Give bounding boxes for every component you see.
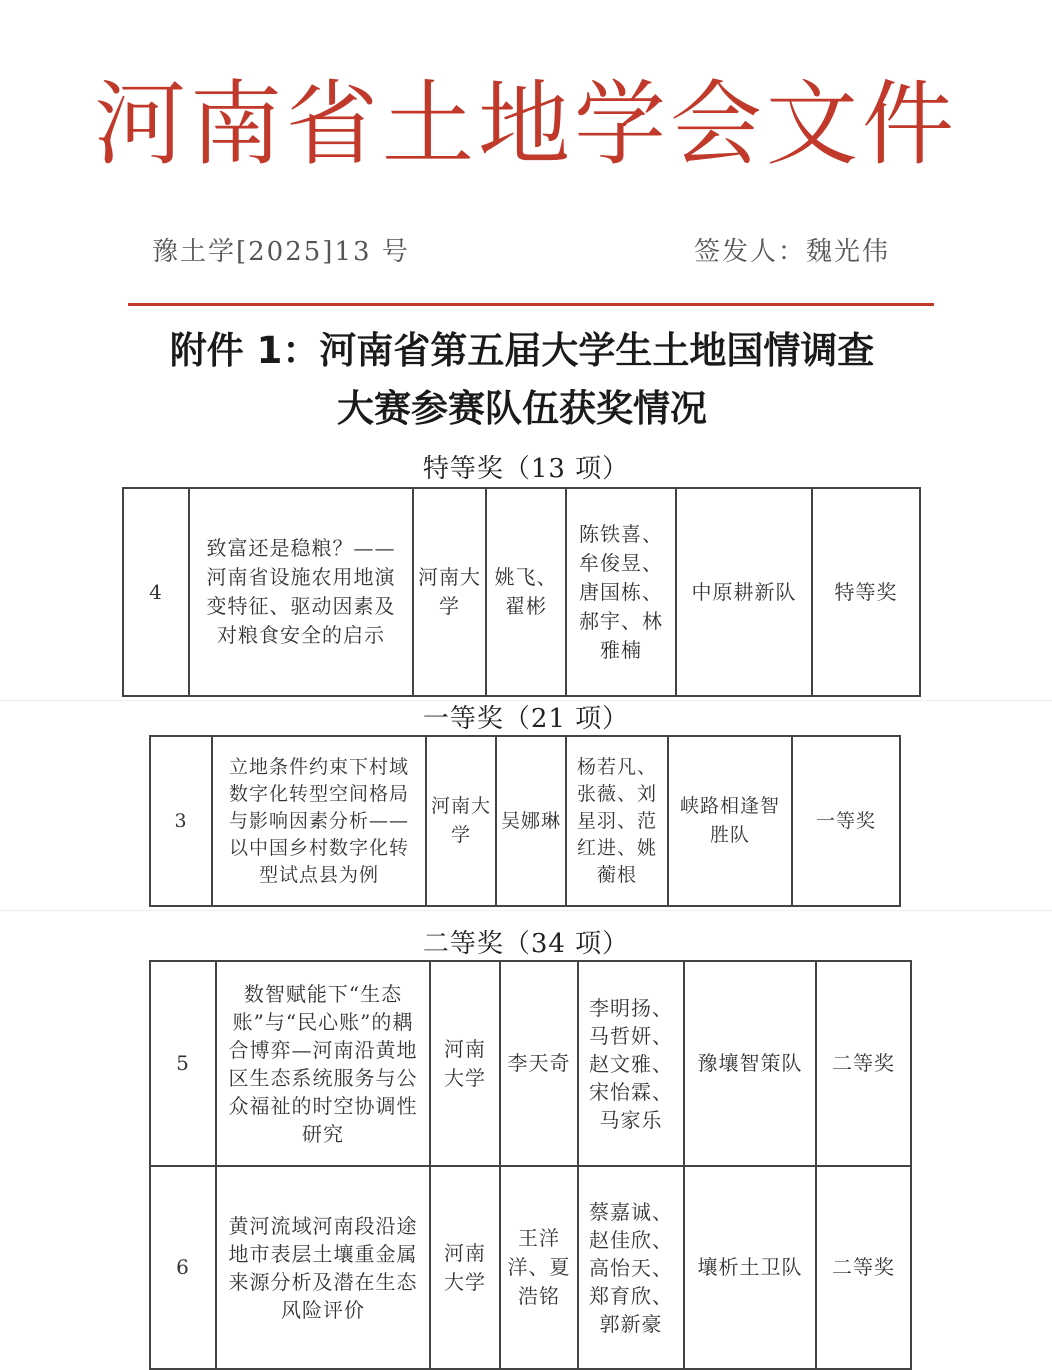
team-name: 峡路相逢智胜队 xyxy=(668,736,792,906)
award-level: 特等奖 xyxy=(812,488,920,696)
row-number: 5 xyxy=(150,961,216,1166)
school: 河南大学 xyxy=(430,961,500,1166)
team-members: 陈铁喜、牟俊昱、唐国栋、郝宇、林雅楠 xyxy=(566,488,676,696)
school: 河南大学 xyxy=(430,1166,500,1369)
signer: 签发人：魏光伟 xyxy=(693,237,890,267)
advisor: 李天奇 xyxy=(500,961,578,1166)
award-level: 二等奖 xyxy=(816,1166,911,1369)
team-members: 李明扬、马哲妍、赵文雅、宋怡霖、马家乐 xyxy=(578,961,684,1166)
team-members: 蔡嘉诚、赵佳欣、高怡天、郑育欣、郭新豪 xyxy=(578,1166,684,1369)
award-level: 一等奖 xyxy=(792,736,900,906)
row-number: 6 xyxy=(150,1166,216,1369)
row-number: 4 xyxy=(123,488,189,696)
team-name: 中原耕新队 xyxy=(676,488,812,696)
document-number: 豫土学[2025]13 号 xyxy=(152,237,410,267)
project-topic: 立地条件约束下村域数字化转型空间格局与影响因素分析——以中国乡村数字化转型试点县为例 xyxy=(212,736,426,906)
second-award-table xyxy=(149,960,912,1370)
document-title-line-2: 大赛参赛队伍获奖情况 xyxy=(337,387,707,430)
first-award-heading: 一等奖（21 项） xyxy=(422,704,630,734)
document-title-line-1: 附件 1：河南省第五届大学生土地国情调查 xyxy=(169,329,875,372)
second-award-heading: 二等奖（34 项） xyxy=(422,929,630,959)
red-divider xyxy=(128,303,934,306)
first-award-table xyxy=(149,735,901,907)
table-row xyxy=(150,1166,911,1369)
school: 河南大学 xyxy=(426,736,496,906)
page-seam xyxy=(0,910,1052,911)
special-award-heading: 特等奖（13 项） xyxy=(422,454,630,484)
advisor: 王洋洋、夏浩铭 xyxy=(500,1166,578,1369)
school: 河南大学 xyxy=(413,488,486,696)
advisor: 吴娜琳 xyxy=(496,736,566,906)
team-name: 豫壤智策队 xyxy=(684,961,816,1166)
award-level: 二等奖 xyxy=(816,961,911,1166)
advisor: 姚飞、翟彬 xyxy=(486,488,566,696)
table-row xyxy=(150,736,900,906)
project-topic: 数智赋能下“生态账”与“民心账”的耦合博弈—河南沿黄地区生态系统服务与公众福祉的时空协调性研究 xyxy=(216,961,430,1166)
project-topic: 黄河流域河南段沿途地市表层土壤重金属来源分析及潜在生态风险评价 xyxy=(216,1166,430,1369)
row-number: 3 xyxy=(150,736,212,906)
org-title: 河南省土地学会文件 xyxy=(93,71,958,178)
table-row xyxy=(123,488,920,696)
project-topic: 致富还是稳粮？——河南省设施农用地演变特征、驱动因素及对粮食安全的启示 xyxy=(189,488,413,696)
team-members: 杨若凡、张薇、刘星羽、范红进、姚蘅根 xyxy=(566,736,668,906)
special-award-table xyxy=(122,487,921,697)
team-name: 壤析土卫队 xyxy=(684,1166,816,1369)
table-row xyxy=(150,961,911,1166)
